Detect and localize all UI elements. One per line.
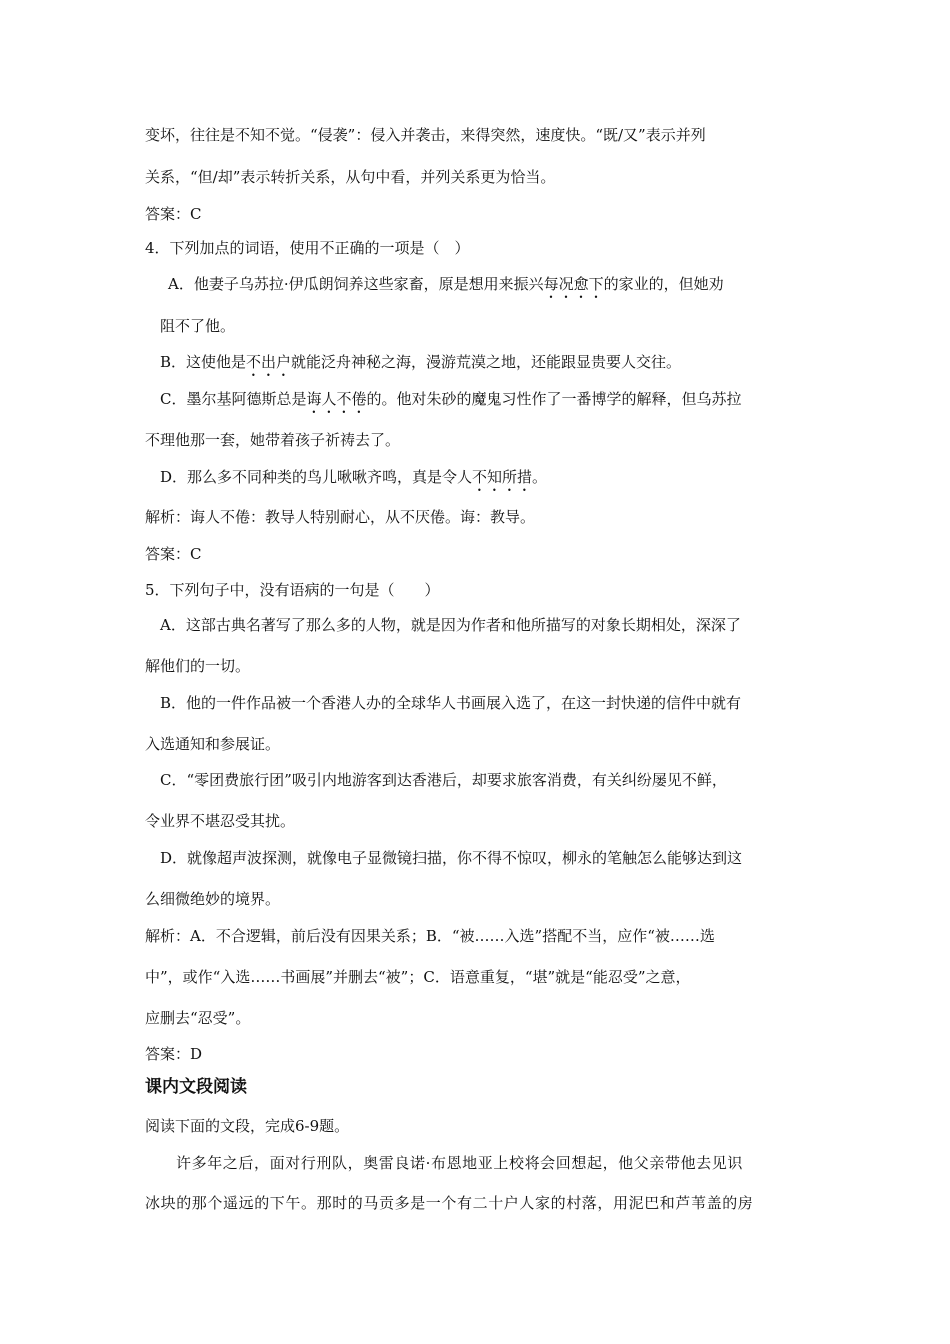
q4-option-c-text-pre: C．墨尔基阿德斯总是	[160, 390, 307, 408]
q4-option-b-text-pre: B．这使他是	[160, 353, 247, 371]
q5-explanation-1: 解析：A．不合逻辑，前后没有因果关系；B．“被……入选”搭配不当，应作“被……选	[145, 927, 715, 945]
section-intro: 阅读下面的文段，完成6-9题。	[145, 1117, 350, 1135]
q5-option-b: B．他的一件作品被一个香港人办的全球华人书画展入选了，在这一封快递的信件中就有	[160, 694, 742, 712]
q4-option-c-text-post: 的。他对朱砂的魔鬼习性作了一番博学的解释，但乌苏拉	[366, 390, 742, 408]
q4-option-c-dotted-word: 诲人不倦	[306, 390, 367, 408]
q4-option-a-text-post: 的家业的，但她劝	[603, 275, 724, 293]
section-title: 课内文段阅读	[145, 1077, 247, 1097]
q4-option-d-dotted-word: 不知所措	[472, 468, 533, 486]
passage-line-2: 冰块的那个遥远的下午。那时的马贡多是一个有二十户人家的村落，用泥巴和芦苇盖的房	[145, 1194, 754, 1212]
question-5: 5．下列句子中，没有语病的一句是（ ）	[145, 581, 440, 599]
q5-explanation-2: 中”，或作“入选……书画展”并删去“被”；C．语意重复，“堪”就是“能忍受”之意，	[145, 968, 691, 986]
q4-option-a	[168, 274, 724, 302]
q5-answer: 答案：D	[145, 1045, 203, 1063]
q4-option-d-text-post: 。	[532, 468, 548, 486]
explanation-line-2: 关系，“但/却”表示转折关系，从句中看，并列关系更为恰当。	[145, 168, 556, 186]
question-4: 4．下列加点的词语，使用不正确的一项是（ ）	[145, 239, 470, 257]
q4-option-c-cont: 不理他那一套，她带着孩子祈祷去了。	[145, 431, 401, 449]
q5-explanation-3: 应删去“忍受”。	[145, 1009, 251, 1027]
q4-option-d	[160, 467, 547, 495]
q4-option-b-dotted-word: 不出户	[246, 353, 292, 371]
answer-q3: 答案：C	[145, 205, 202, 223]
q4-option-d-text-pre: D．那么多不同种类的鸟儿啾啾齐鸣，真是令人	[160, 468, 473, 486]
q5-option-d: D．就像超声波探测，就像电子显微镜扫描，你不得不惊叹，柳永的笔触怎么能够达到这	[160, 849, 743, 867]
explanation-line-1: 变坏，往往是不知不觉。“侵袭”：侵入并袭击，来得突然，速度快。“既/又”表示并列	[145, 126, 706, 144]
q4-option-a-text-pre: A．他妻子乌苏拉·伊瓜朗饲养这些家畜，原是想用来振兴	[168, 275, 544, 293]
q5-option-a-cont: 解他们的一切。	[145, 657, 251, 675]
q4-explanation: 解析：诲人不倦：教导人特别耐心，从不厌倦。诲：教导。	[145, 508, 536, 526]
q5-option-b-cont: 入选通知和参展证。	[145, 735, 281, 753]
q4-option-c	[160, 389, 742, 417]
q4-option-b	[160, 352, 681, 380]
q4-option-a-dotted-word: 每况愈下	[543, 275, 604, 293]
passage-line-1: 许多年之后，面对行刑队，奥雷良诺·布恩地亚上校将会回想起，他父亲带他去见识	[176, 1154, 743, 1172]
q4-answer: 答案：C	[145, 545, 202, 563]
q4-option-a-cont: 阻不了他。	[160, 317, 236, 335]
q5-option-a: A．这部古典名著写了那么多的人物，就是因为作者和他所描写的对象长期相处，深深了	[160, 616, 741, 634]
q4-option-b-text-post: 就能泛舟神秘之海，漫游荒漠之地，还能跟显贵要人交往。	[291, 353, 682, 371]
q5-option-c-cont: 令业界不堪忍受其扰。	[145, 812, 296, 830]
q5-option-c: C．“零团费旅行团”吸引内地游客到达香港后，却要求旅客消费，有关纠纷屡见不鲜，	[160, 771, 727, 789]
q5-option-d-cont: 么细微绝妙的境界。	[145, 890, 281, 908]
